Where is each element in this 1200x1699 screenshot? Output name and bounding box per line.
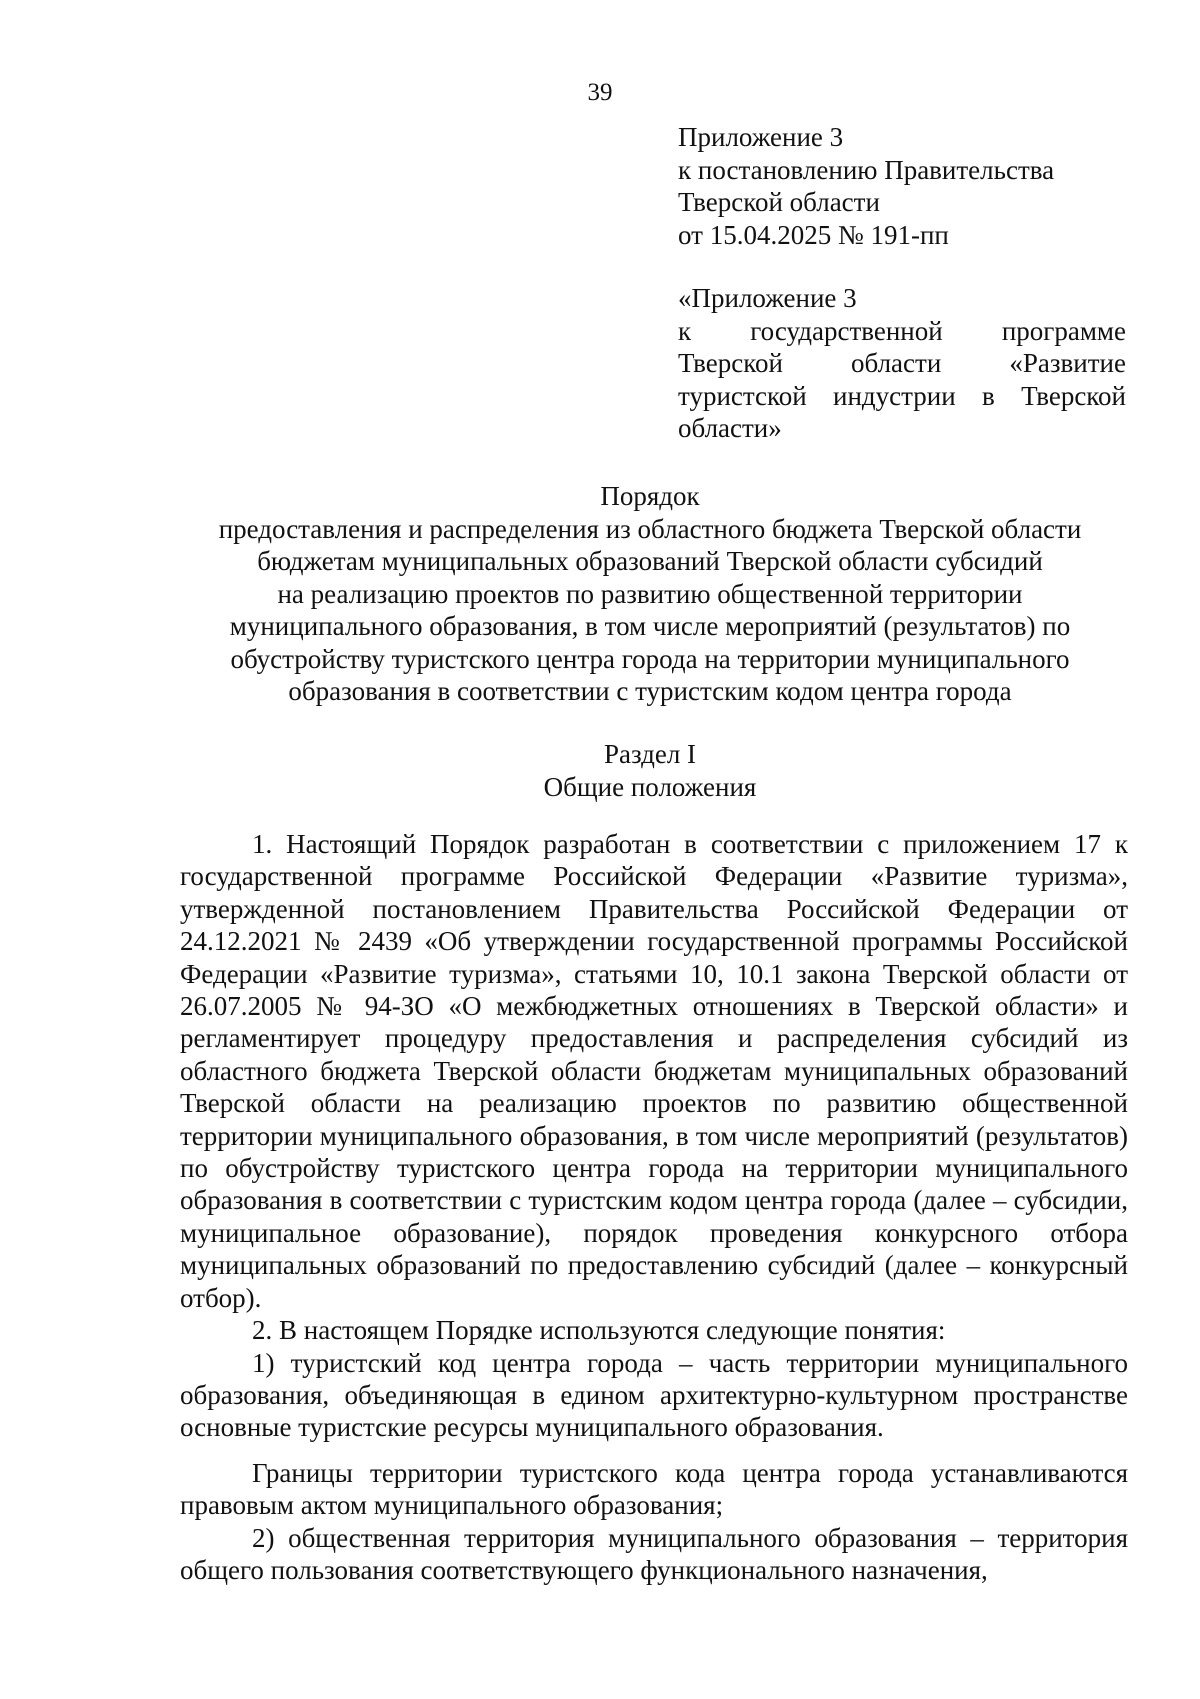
appendix-header-line: Тверской области	[678, 187, 880, 217]
paragraph: Границы территории туристского кода центра города устанавливаются правовым актом муниципального образования;	[180, 1457, 1128, 1521]
program-appendix-line: к государственной программе Тверской области «Развитие туристской индустрии в Тверской области»	[678, 315, 1126, 443]
paragraph: 1) туристский код центра города – часть территории муниципального образования, объединяющая в едином архитектурно-культурном пространстве основные туристские ресурсы муниципального образования.	[180, 1347, 1128, 1443]
appendix-header	[678, 121, 1126, 251]
program-appendix	[678, 282, 1126, 445]
paragraph: 1. Настоящий Порядок разработан в соответствии с приложением 17 к государственной программе Российской Федерации «Развитие туризма», утвержденной постановлением Правительства Российской Федерации от 24.12.2021 № 2439 «Об утверждении государственной программы Российской Федерации «Развитие туризма», статьями 10, 10.1 закона Тверской области от 26.07.2005 № 94-ЗО «О межбюджетных отношениях в Тверской области» и регламентирует процедуру предоставления и распределения субсидий из областного бюджета Тверской области бюджетам муниципальных образований Тверской области на реализацию проектов по развитию общественной территории муниципального образования, в том числе мероприятий (результатов) по обустройству туристского центра города на территории муниципального образования в соответствии с туристским кодом центра города (далее – субсидии, муниципальное образование), порядок проведения конкурсного отбора муниципальных образований по предоставлению субсидий (далее – конкурсный отбор).	[180, 829, 1128, 1313]
document-title-line: обустройству туристского центра города на территории муниципального	[230, 643, 1070, 674]
document-title-line: образования в соответствии с туристским кодом центра города	[288, 676, 1012, 706]
body-text	[180, 828, 1128, 1586]
appendix-header-line: Приложение 3	[678, 122, 844, 152]
appendix-header-line: от 15.04.2025 № 191-пп	[678, 219, 949, 250]
paragraph: 2. В настоящем Порядке используются следующие понятия:	[252, 1315, 946, 1346]
program-appendix-line: «Приложение 3	[678, 283, 857, 313]
page-number: 39	[587, 79, 613, 106]
section-number: Раздел I	[603, 739, 697, 769]
section-heading	[180, 738, 1120, 803]
appendix-header-line: к постановлению Правительства	[678, 154, 1055, 185]
section-title: Общие положения	[543, 771, 757, 802]
document-title-line: бюджетам муниципальных образований Тверской области субсидий	[257, 546, 1043, 576]
paragraph: 2) общественная территория муниципального образования – территория общего пользования соответствующего функционального назначения,	[180, 1522, 1128, 1585]
document-title-line: на реализацию проектов по развитию общественной территории	[277, 578, 1023, 609]
document-title-line: муниципального образования, в том числе мероприятий (результатов) по	[229, 611, 1071, 641]
document-title	[180, 480, 1120, 708]
document-title-line: предоставления и распределения из областного бюджета Тверской области	[218, 513, 1082, 544]
document-title-line: Порядок	[600, 481, 700, 511]
